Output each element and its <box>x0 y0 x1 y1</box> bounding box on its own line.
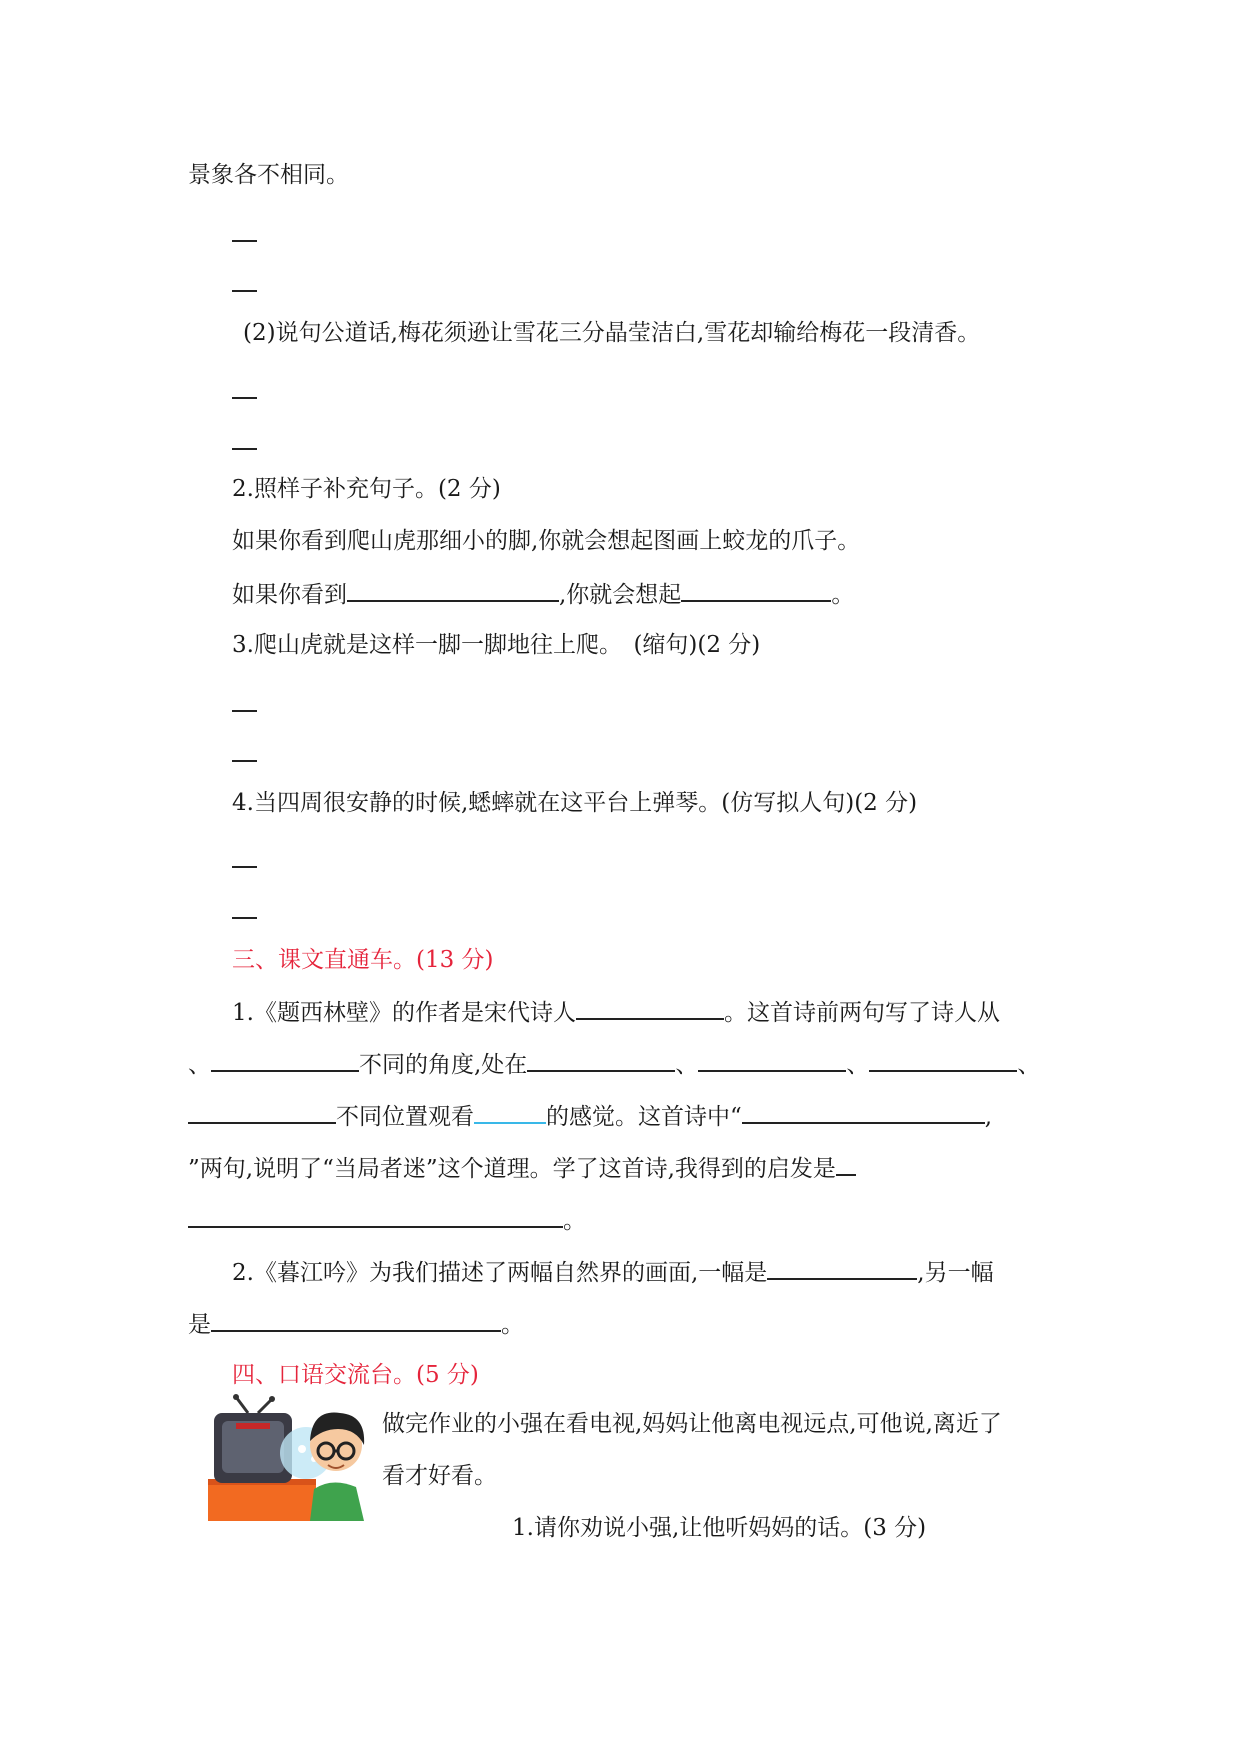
text: 是 <box>188 1312 211 1338</box>
question-2-example: 如果你看到爬山虎那细小的脚,你就会想起图画上蛟龙的爪子。 <box>232 528 861 554</box>
text: 2.《暮江吟》为我们描述了两幅自然界的画面,一幅是 <box>232 1260 768 1286</box>
text: 、 <box>846 1052 870 1078</box>
text: ”两句,说明了“当局者迷”这个道理。学了这首诗,我得到的启发是 <box>188 1156 836 1182</box>
question-3: 3.爬山虎就是这样一脚一脚地往上爬。 (缩句)(2 分) <box>232 632 761 658</box>
fill-blank[interactable] <box>188 1204 563 1228</box>
text: 的感觉。这首诗中“ <box>546 1104 742 1130</box>
answer-line[interactable] <box>232 240 257 242</box>
fill-blank[interactable] <box>767 1256 917 1280</box>
s3-q1-line1 <box>232 996 1000 1028</box>
text: 、 <box>675 1052 699 1078</box>
text: ,另一幅 <box>917 1260 994 1286</box>
fill-blank[interactable] <box>869 1048 1017 1072</box>
fill-blank[interactable] <box>698 1048 846 1072</box>
answer-line[interactable] <box>232 397 257 399</box>
question-2-fill <box>232 578 854 610</box>
text: 、 <box>188 1052 211 1078</box>
s3-q2-line1 <box>232 1256 994 1288</box>
fill-blank[interactable] <box>211 1048 359 1072</box>
fill-blank[interactable] <box>576 996 724 1020</box>
boy-watching-tv-icon <box>206 1393 368 1521</box>
s3-q1-line4 <box>188 1152 856 1184</box>
fill-blank[interactable] <box>211 1308 501 1332</box>
fill-blank[interactable] <box>347 578 559 602</box>
answer-line[interactable] <box>232 760 257 762</box>
text: 1.《题西林壁》的作者是宋代诗人 <box>232 1000 576 1026</box>
text: 。 <box>501 1312 524 1338</box>
s3-q1-line3 <box>188 1100 992 1132</box>
text: 不同的角度,处在 <box>359 1052 528 1078</box>
section-4-title: 四、口语交流台。(5 分) <box>232 1362 479 1388</box>
question-2-title: 2.照样子补充句子。(2 分) <box>232 476 501 502</box>
fill-blank[interactable] <box>188 1100 336 1124</box>
text: 。这首诗前两句写了诗人从 <box>723 1000 1000 1026</box>
s4-story-line1: 做完作业的小强在看电视,妈妈让他离电视远点,可他说,离近了 <box>382 1411 1002 1437</box>
answer-line[interactable] <box>232 710 257 712</box>
answer-line[interactable] <box>232 866 257 868</box>
fill-text: 如果你看到 <box>232 582 347 608</box>
fill-text: ,你就会想起 <box>559 582 682 608</box>
answer-line[interactable] <box>232 448 257 450</box>
s3-q2-line2 <box>188 1308 524 1340</box>
section-3-title: 三、课文直通车。(13 分) <box>232 947 494 973</box>
question-4: 4.当四周很安静的时候,蟋蟀就在这平台上弹琴。(仿写拟人句)(2 分) <box>232 790 918 816</box>
fill-blank[interactable] <box>681 578 831 602</box>
fill-blank[interactable] <box>742 1100 985 1124</box>
question-1-2: (2)说句公道话,梅花须逊让雪花三分晶莹洁白,雪花却输给梅花一段清香。 <box>243 320 981 346</box>
s3-q1-line5 <box>188 1204 586 1236</box>
s4-question-1: 1.请你劝说小强,让他听妈妈的话。(3 分) <box>512 1515 927 1541</box>
s3-q1-line2 <box>188 1048 1040 1080</box>
fill-blank[interactable] <box>836 1152 856 1176</box>
answer-line[interactable] <box>232 917 257 919</box>
answer-line[interactable] <box>232 290 257 292</box>
s4-story-line2: 看才好看。 <box>382 1463 497 1489</box>
fill-blank-highlighted[interactable] <box>474 1100 546 1124</box>
text: 。 <box>563 1208 586 1234</box>
fill-text: 。 <box>831 582 855 608</box>
text: , <box>984 1104 993 1130</box>
intro-tail: 景象各不相同。 <box>188 162 349 188</box>
text: 不同位置观看 <box>336 1104 474 1130</box>
text: 、 <box>1017 1052 1041 1078</box>
fill-blank[interactable] <box>527 1048 675 1072</box>
